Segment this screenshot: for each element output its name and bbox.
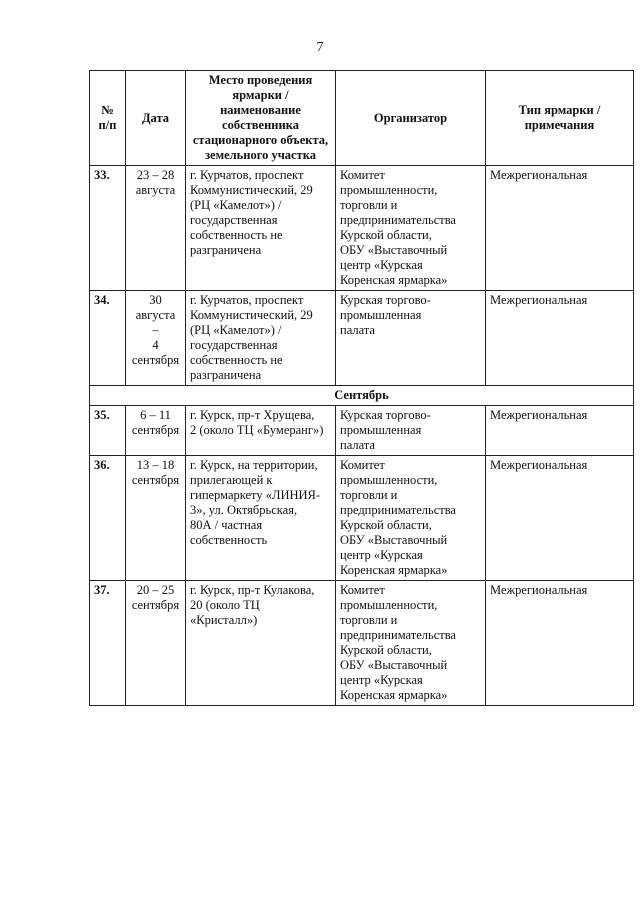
fairs-table xyxy=(89,70,634,706)
cell-date: 13 – 18 сентября xyxy=(126,456,186,581)
cell-organizer: Комитет промышленности, торговли и предпринимательства Курской области, ОБУ «Выставочный центр «Курская Коренская ярмарка» xyxy=(336,166,486,291)
cell-num: 37. xyxy=(90,581,126,706)
header-date: Дата xyxy=(126,71,186,166)
cell-type: Межрегиональная xyxy=(486,581,634,706)
header-place: Место проведения ярмарки / наименование собственника стационарного объекта, земельного участка xyxy=(186,71,336,166)
cell-organizer: Комитет промышленности, торговли и предпринимательства Курской области, ОБУ «Выставочный центр «Курская Коренская ярмарка» xyxy=(336,456,486,581)
month-row xyxy=(90,386,634,406)
cell-organizer: Курская торгово- промышленная палата xyxy=(336,291,486,386)
cell-type: Межрегиональная xyxy=(486,291,634,386)
table-row xyxy=(90,581,634,706)
cell-place: г. Курск, пр-т Хрущева, 2 (около ТЦ «Бумеранг») xyxy=(186,406,336,456)
cell-num: 34. xyxy=(90,291,126,386)
header-organizer: Организатор xyxy=(336,71,486,166)
table-header-row xyxy=(90,71,634,166)
rows-august xyxy=(90,166,634,386)
cell-type: Межрегиональная xyxy=(486,406,634,456)
header-num: № п/п xyxy=(90,71,126,166)
page-number: 7 xyxy=(316,40,324,55)
cell-num: 35. xyxy=(90,406,126,456)
cell-date: 23 – 28 августа xyxy=(126,166,186,291)
table-row xyxy=(90,406,634,456)
cell-place: г. Курск, на территории, прилегающей к гипермаркету «ЛИНИЯ- 3», ул. Октябрьская, 80А / частная собственность xyxy=(186,456,336,581)
cell-date: 30 августа – 4 сентября xyxy=(126,291,186,386)
cell-date: 20 – 25 сентября xyxy=(126,581,186,706)
table-row xyxy=(90,166,634,291)
cell-num: 33. xyxy=(90,166,126,291)
cell-type: Межрегиональная xyxy=(486,456,634,581)
month-label: Сентябрь xyxy=(90,386,634,406)
cell-type: Межрегиональная xyxy=(486,166,634,291)
cell-organizer: Комитет промышленности, торговли и предпринимательства Курской области, ОБУ «Выставочный центр «Курская Коренская ярмарка» xyxy=(336,581,486,706)
header-type: Тип ярмарки / примечания xyxy=(486,71,634,166)
cell-place: г. Курчатов, проспект Коммунистический, 29 (РЦ «Камелот») / государственная собственность не разграничена xyxy=(186,166,336,291)
cell-place: г. Курск, пр-т Кулакова, 20 (около ТЦ «Кристалл») xyxy=(186,581,336,706)
cell-num: 36. xyxy=(90,456,126,581)
table-row xyxy=(90,291,634,386)
table-row xyxy=(90,456,634,581)
cell-place: г. Курчатов, проспект Коммунистический, 29 (РЦ «Камелот») / государственная собственность не разграничена xyxy=(186,291,336,386)
rows-september xyxy=(90,406,634,706)
cell-organizer: Курская торгово- промышленная палата xyxy=(336,406,486,456)
cell-date: 6 – 11 сентября xyxy=(126,406,186,456)
